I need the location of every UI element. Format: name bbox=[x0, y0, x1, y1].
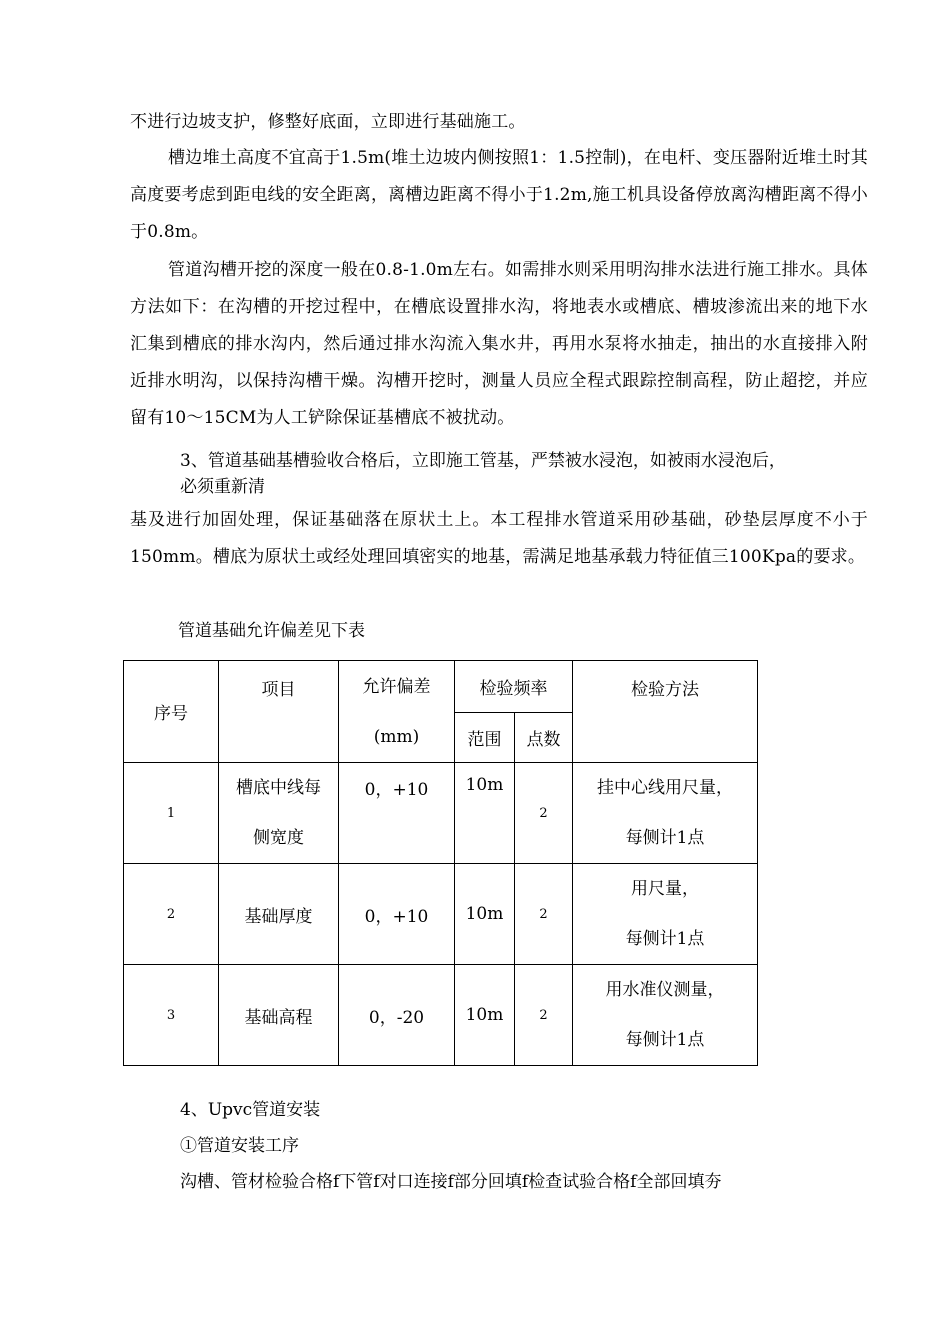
paragraph-5: 基及进行加固处理，保证基础落在原状土上。本工程排水管道采用砂基础，砂垫层厚度不小于150mm。槽底为原状土或经处理回填密实的地基，需满足地基承载力特征值三100Kpa的要求。 bbox=[130, 510, 868, 567]
row-3-method bbox=[573, 965, 758, 1066]
row-2-method-line-2: 每侧计1点 bbox=[625, 929, 705, 949]
row-1-method-line-1: 挂中心线用尺量， bbox=[597, 778, 733, 798]
row-2-seq: 2 bbox=[124, 864, 219, 965]
table-header-row bbox=[124, 661, 758, 713]
header-frequency: 检验频率 bbox=[455, 661, 573, 713]
row-2-item: 基础厚度 bbox=[219, 864, 339, 965]
row-1-tolerance: 0，+10 bbox=[339, 763, 455, 864]
row-1-item bbox=[219, 763, 339, 864]
row-1-item-line-1: 槽底中线每 bbox=[236, 778, 321, 798]
row-3-method-line-2: 每侧计1点 bbox=[625, 1030, 705, 1050]
row-1-method-line-2: 每侧计1点 bbox=[625, 828, 705, 848]
row-3-seq: 3 bbox=[124, 965, 219, 1066]
row-3-range: 10m bbox=[455, 965, 515, 1066]
header-range: 范围 bbox=[455, 713, 515, 763]
table-row bbox=[124, 864, 758, 965]
header-item: 项目 bbox=[219, 661, 339, 763]
row-2-method-line-1: 用尺量， bbox=[631, 879, 699, 899]
row-1-seq: 1 bbox=[124, 763, 219, 864]
header-points: 点数 bbox=[515, 713, 573, 763]
row-1-item-line-2: 侧宽度 bbox=[253, 828, 304, 848]
row-2-tolerance: 0，+10 bbox=[339, 864, 455, 965]
row-2-range: 10m bbox=[455, 864, 515, 965]
paragraph-3: 管道沟槽开挖的深度一般在0.8-1.0m左右。如需排水则采用明沟排水法进行施工排水。具体方法如下：在沟槽的开挖过程中，在槽底设置排水沟，将地表水或槽底、槽坡渗流出来的地下水汇集到槽底的排水沟内，然后通过排水沟流入集水井，再用水泵将水抽走，抽出的水直接排入附近排水明沟，以保持沟槽干燥。沟槽开挖时，测量人员应全程式跟踪控制高程，防止超挖，并应留有10〜15CM为人工铲除保证基槽底不被扰动。 bbox=[130, 260, 868, 428]
row-3-item: 基础高程 bbox=[219, 965, 339, 1066]
row-1-points: 2 bbox=[515, 763, 573, 864]
table-row bbox=[124, 763, 758, 864]
header-tolerance-line-2: (mm) bbox=[373, 726, 420, 747]
row-1-range: 10m bbox=[455, 763, 515, 864]
paragraph-1: 不进行边坡支护，修整好底面，立即进行基础施工。 bbox=[130, 112, 526, 132]
tolerance-table bbox=[123, 660, 758, 1066]
paragraph-2: 槽边堆土高度不宜高于1.5m(堆土边坡内侧按照1：1.5控制)，在电杆、变压器附近堆土时其高度要考虑到距电线的安全距离，离槽边距离不得小于1.2m,施工机具设备停放离沟槽距离不得小于0.8m。 bbox=[130, 148, 868, 242]
row-2-method bbox=[573, 864, 758, 965]
table-caption: 管道基础允许偏差见下表 bbox=[178, 621, 365, 641]
row-3-tolerance: 0，-20 bbox=[339, 965, 455, 1066]
paragraph-4-line-1: 3、管道基础基槽验收合格后，立即施工管基，严禁被水浸泡，如被雨水浸泡后， bbox=[180, 451, 786, 471]
paragraph-4-line-2: 必须重新清 bbox=[180, 477, 265, 497]
header-method: 检验方法 bbox=[573, 661, 758, 763]
header-seq: 序号 bbox=[124, 661, 219, 763]
header-tolerance bbox=[339, 661, 455, 763]
header-tolerance-line-1: 允许偏差 bbox=[362, 676, 431, 697]
row-1-method bbox=[573, 763, 758, 864]
section-4-heading: 4、Upvc管道安装 bbox=[180, 1100, 321, 1120]
table-row bbox=[124, 965, 758, 1066]
row-2-points: 2 bbox=[515, 864, 573, 965]
subsection-1-heading: ①管道安装工序 bbox=[180, 1136, 299, 1156]
row-3-method-line-1: 用水准仪测量， bbox=[605, 980, 725, 1000]
row-3-points: 2 bbox=[515, 965, 573, 1066]
process-line: 沟槽、管材检验合格f下管f对口连接f部分回填f检查试验合格f全部回填夯 bbox=[180, 1172, 722, 1192]
